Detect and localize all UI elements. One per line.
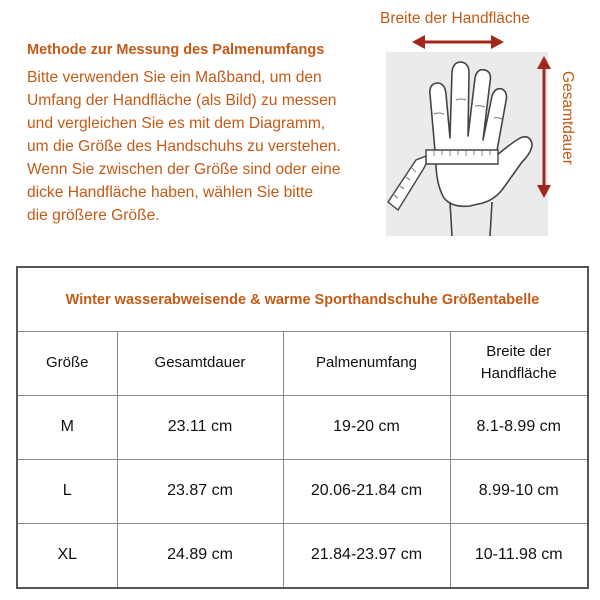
size-chart-title-row	[18, 268, 587, 332]
cell-palm-circumference: 21.84-23.97 cm	[283, 523, 450, 587]
instructions-line: Umfang der Handfläche (als Bild) zu messen	[27, 92, 337, 109]
instructions-line: und vergleichen Sie es mit dem Diagramm,	[27, 115, 326, 132]
hand-measurement-icon	[386, 52, 548, 236]
width-arrow-icon	[412, 34, 504, 50]
cell-total-length: 23.11 cm	[117, 395, 283, 459]
instructions-body	[27, 66, 377, 227]
length-arrow-icon	[536, 56, 552, 198]
cell-size: XL	[18, 523, 117, 587]
instructions-line: dicke Handfläche haben, wählen Sie bitte	[27, 184, 314, 201]
cell-total-length: 23.87 cm	[117, 459, 283, 523]
table-row	[18, 395, 587, 459]
cell-palm-width: 8.1-8.99 cm	[450, 395, 587, 459]
cell-total-length: 24.89 cm	[117, 523, 283, 587]
instructions-line: die größere Größe.	[27, 207, 160, 224]
cell-palm-width: 10-11.98 cm	[450, 523, 587, 587]
cell-size: M	[18, 395, 117, 459]
instructions-title: Methode zur Messung des Palmenumfangs	[27, 42, 325, 58]
header-total-length: Gesamtdauer	[117, 332, 283, 395]
table-row	[18, 459, 587, 523]
table-header-row	[18, 332, 587, 395]
size-table	[18, 332, 587, 587]
size-chart-title: Winter wasserabweisende & warme Sporthandschuhe Größentabelle	[65, 291, 540, 308]
header-size: Größe	[18, 332, 117, 395]
table-row	[18, 523, 587, 587]
cell-palm-width: 8.99-10 cm	[450, 459, 587, 523]
cell-size: L	[18, 459, 117, 523]
size-chart	[16, 266, 589, 589]
instructions-line: Wenn Sie zwischen der Größe sind oder eine	[27, 161, 341, 178]
palm-width-label: Breite der Handfläche	[380, 10, 530, 27]
header-palm-circumference: Palmenumfang	[283, 332, 450, 395]
instructions-line: Bitte verwenden Sie ein Maßband, um den	[27, 69, 322, 86]
cell-palm-circumference: 19-20 cm	[283, 395, 450, 459]
instructions-line: um die Größe des Handschuhs zu verstehen.	[27, 138, 341, 155]
total-length-label: Gesamtdauer	[559, 71, 576, 165]
cell-palm-circumference: 20.06-21.84 cm	[283, 459, 450, 523]
header-palm-width: Breite der Handfläche	[450, 332, 587, 395]
